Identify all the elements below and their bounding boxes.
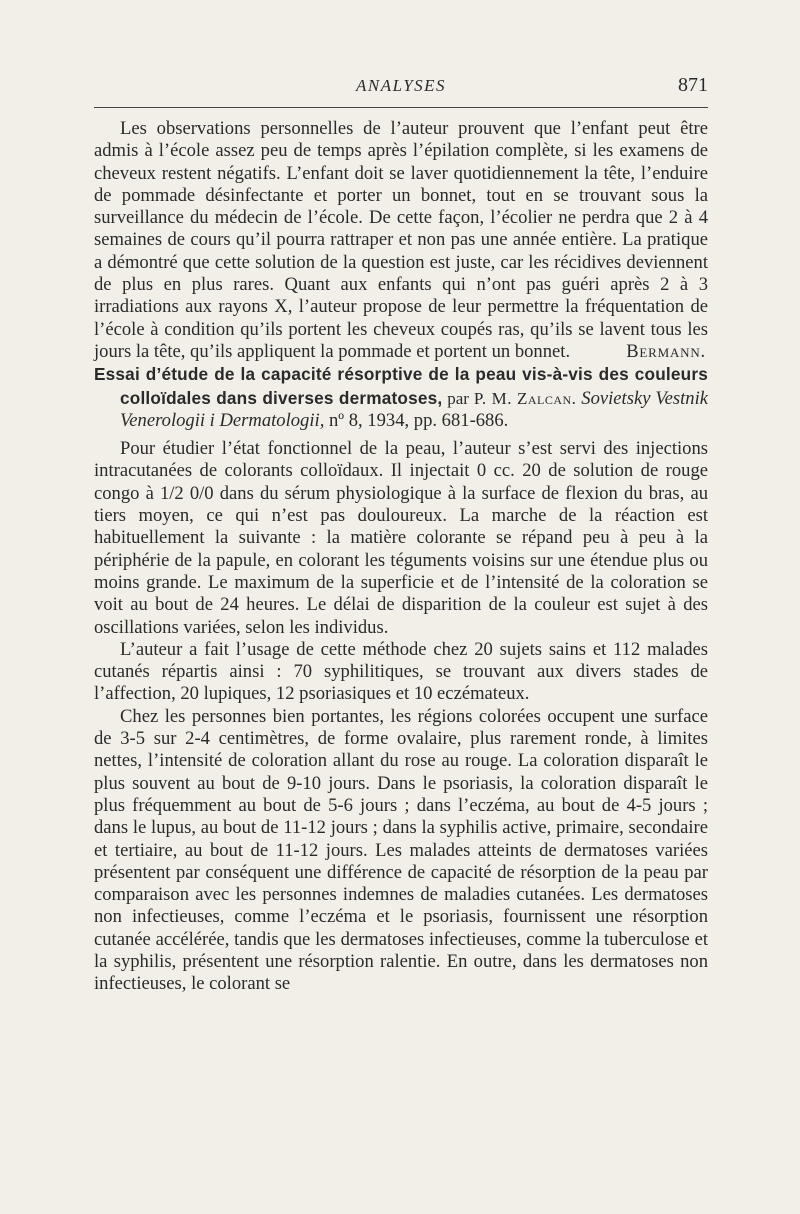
article-title: Essai d’étude de la capacité résorptive de la peau vis-à-vis des couleurs colloïdales dans diverses dermatoses,: [94, 364, 708, 408]
article-reference: nº 8, 1934, pp. 681-686.: [329, 409, 509, 431]
running-header: [94, 74, 708, 104]
article-heading: [94, 363, 708, 432]
header-rule: [94, 107, 708, 108]
article-by: par: [447, 388, 469, 408]
running-title: ANALYSES: [355, 76, 447, 95]
continued-paragraph-text: Les observations personnelles de l’auteur prouvent que l’enfant peut être admis à l’école assez peu de temps après l’épilation complète, si les examens de cheveux restent négatifs. L’enfant doit se laver quotidiennement la tête, l’enduire de pommade désinfectante et porter un bonnet, tout en se trouvant sous la surveillance du médecin de l’école. De cette façon, l’écolier ne perdra que 2 à 4 semaines de cours qu’il pourra rattraper et non pas une année entière. La pratique a démontré que cette solution de la question est juste, car les récidives deviennent de plus en plus rares. Quant aux enfants qui n’ont pas guéri après 2 à 3 irradiations aux rayons X, l’auteur propose de leur permettre la fréquentation de l’école à condition qu’ils portent les cheveux coupés ras, qu’ils se lavent tous les jours la tête, qu’ils appliquent la pommade et portent un bonnet.: [94, 118, 708, 362]
body-paragraph: Pour étudier l’état fonctionnel de la peau, l’auteur s’est servi des injections intracutanées de colorants colloïdaux. Il injectait 0 cc. 20 de solution de rouge congo à 1/2 0/0 dans du sérum physiologique à la surface de flexion du bras, au tiers moyen, ce qui n’est pas douloureux. La marche de la réaction est habituellement la suivante : la matière colorante se répand peu à peu à la périphérie de la papule, en colorant les téguments voisins sur une étendue plus ou moins grande. Le maximum de la superficie et de l’intensité de la coloration se voit au bout de 24 heures. Le délai de disparition de la couleur est sujet à des oscillations variées, selon les individus.: [94, 438, 708, 638]
body-paragraph: Chez les personnes bien portantes, les régions colorées occupent une surface de 3-5 sur 2-4 centimètres, de forme ovalaire, plus rarement ronde, à limites nettes, l’intensité de coloration allant du rose au rouge. La coloration disparaît le plus souvent au bout de 9-10 jours. Dans le psoriasis, la coloration disparaît le plus fréquemment au bout de 5-6 jours ; dans l’eczéma, au bout de 4-5 jours ; dans le lupus, au bout de 11-12 jours ; dans la syphilis active, primaire, secondaire et tertiaire, au bout de 11-12 jours. Les malades atteints de dermatoses variées présentent par conséquent une différence de capacité de résorption de la peau par comparaison avec les personnes indemnes de maladies cutanées. Les dermatoses non infectieuses, comme l’eczéma et le psoriasis, fournissent une résorption cutanée accélérée, tandis que les dermatoses infectieuses, comme la tuberculose et la syphilis, présentent une résorption ralentie. En outre, dans les dermatoses non infectieuses, le colorant se: [94, 705, 708, 995]
page-number: 871: [678, 74, 708, 96]
article-author: P. M. Zalcan.: [473, 388, 577, 408]
body-paragraph: L’auteur a fait l’usage de cette méthode chez 20 sujets sains et 112 malades cutanés répartis ainsi : 70 syphilitiques, se trouvant aux divers stades de l’affection, 20 lupiques, 12 psoriasiques et 10 eczémateux.: [94, 638, 708, 705]
continued-paragraph: [94, 118, 708, 363]
article-journal: Sovietsky Vestnik Venerologii i Dermatologii,: [120, 387, 709, 431]
signature: Bermann.: [626, 340, 706, 362]
text-block: [94, 118, 708, 996]
